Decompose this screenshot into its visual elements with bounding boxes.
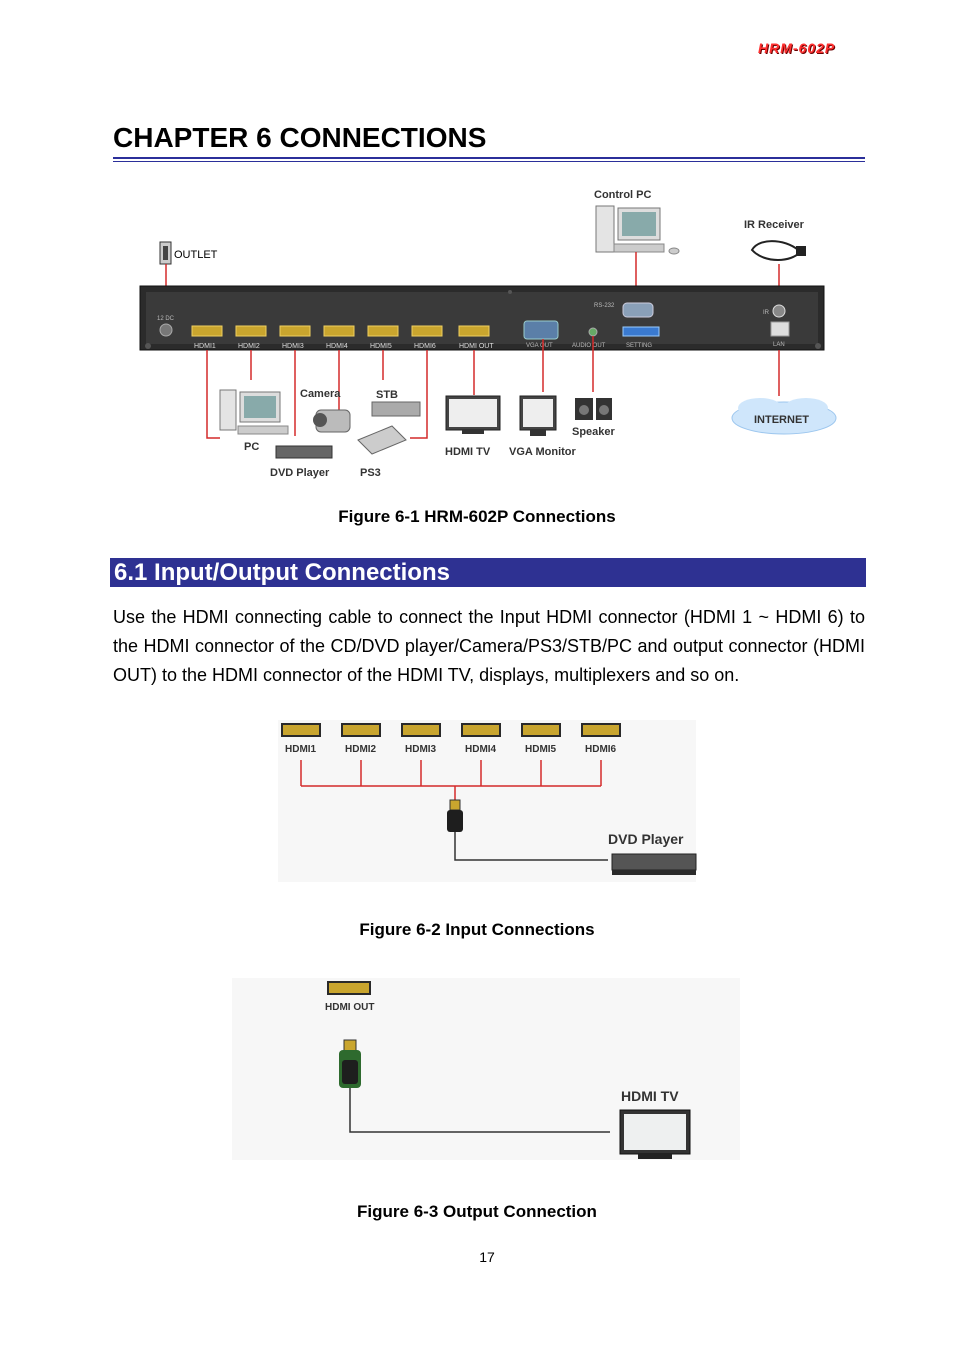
section-body-paragraph: Use the HDMI connecting cable to connect the Input HDMI connector (HDMI 1 ~ HDMI 6) to the HDMI connector of the CD/DVD player/Camera/PS3/STB/PC and output connector (HDMI OUT) to the HDMI connector of the HDMI TV, displays, multiplexers and so on.	[113, 607, 865, 685]
audio-out-label: AUDIO OUT	[572, 343, 606, 349]
speaker-label: Speaker	[572, 426, 615, 438]
fig2-port-label-hdmi5: HDMI5	[525, 744, 557, 755]
fig2-port-label-hdmi6: HDMI6	[585, 744, 617, 755]
pc-label: PC	[244, 441, 260, 453]
fig3-hdmi-tv-label: HDMI TV	[621, 1088, 679, 1104]
panel-port-label-hdmi2: HDMI2	[238, 343, 260, 350]
dvd-player-label: DVD Player	[270, 467, 330, 479]
figure-6-1-caption: Figure 6-1 HRM-602P Connections	[338, 507, 616, 526]
lan-label: LAN	[773, 342, 785, 348]
fig3-hdmi-tv-icon	[620, 1110, 690, 1159]
panel-port-label-hdmi4: HDMI4	[326, 343, 348, 350]
fig2-port-label-hdmi4: HDMI4	[465, 744, 497, 755]
ir-label: IR	[763, 310, 769, 316]
section-title: 6.1 Input/Output Connections	[114, 559, 450, 586]
chapter-title: CHAPTER 6 CONNECTIONS	[113, 122, 487, 153]
fig3-hdmi-out-port-icon	[328, 982, 370, 994]
figure-6-3-caption: Figure 6-3 Output Connection	[357, 1202, 597, 1221]
internet-label: INTERNET	[754, 414, 809, 426]
fig2-dvd-player-label: DVD Player	[608, 831, 684, 847]
header-model-name: HRM-602P	[758, 40, 836, 56]
dc-label: 12 DC	[157, 316, 175, 322]
setting-label: SETTING	[626, 343, 653, 349]
page-number: 17	[479, 1249, 495, 1265]
panel-port-label-hdmi5: HDMI5	[370, 343, 392, 350]
panel-port-label-hdmi-out: HDMI OUT	[459, 343, 494, 350]
panel-port-label-hdmi6: HDMI6	[414, 343, 436, 350]
vga-monitor-label: VGA Monitor	[509, 446, 576, 458]
fig2-port-label-hdmi2: HDMI2	[345, 744, 377, 755]
camera-label: Camera	[300, 388, 341, 400]
panel-port-label-hdmi3: HDMI3	[282, 343, 304, 350]
fig3-hdmi-out-label: HDMI OUT	[325, 1002, 375, 1013]
control-pc-label: Control PC	[594, 189, 652, 201]
panel-port-label-hdmi1: HDMI1	[194, 343, 216, 350]
rs232-label: RS-232	[594, 303, 615, 309]
ps3-label: PS3	[360, 467, 381, 479]
stb-label: STB	[376, 389, 398, 401]
outlet-label: OUTLET	[174, 249, 218, 261]
ir-receiver-label: IR Receiver	[744, 219, 804, 231]
fig2-port-label-hdmi3: HDMI3	[405, 744, 437, 755]
figure-6-2-caption: Figure 6-2 Input Connections	[359, 920, 595, 939]
fig2-port-label-hdmi1: HDMI1	[285, 744, 317, 755]
vga-out-label: VGA OUT	[526, 343, 553, 349]
hdmi-tv-label: HDMI TV	[445, 446, 491, 458]
